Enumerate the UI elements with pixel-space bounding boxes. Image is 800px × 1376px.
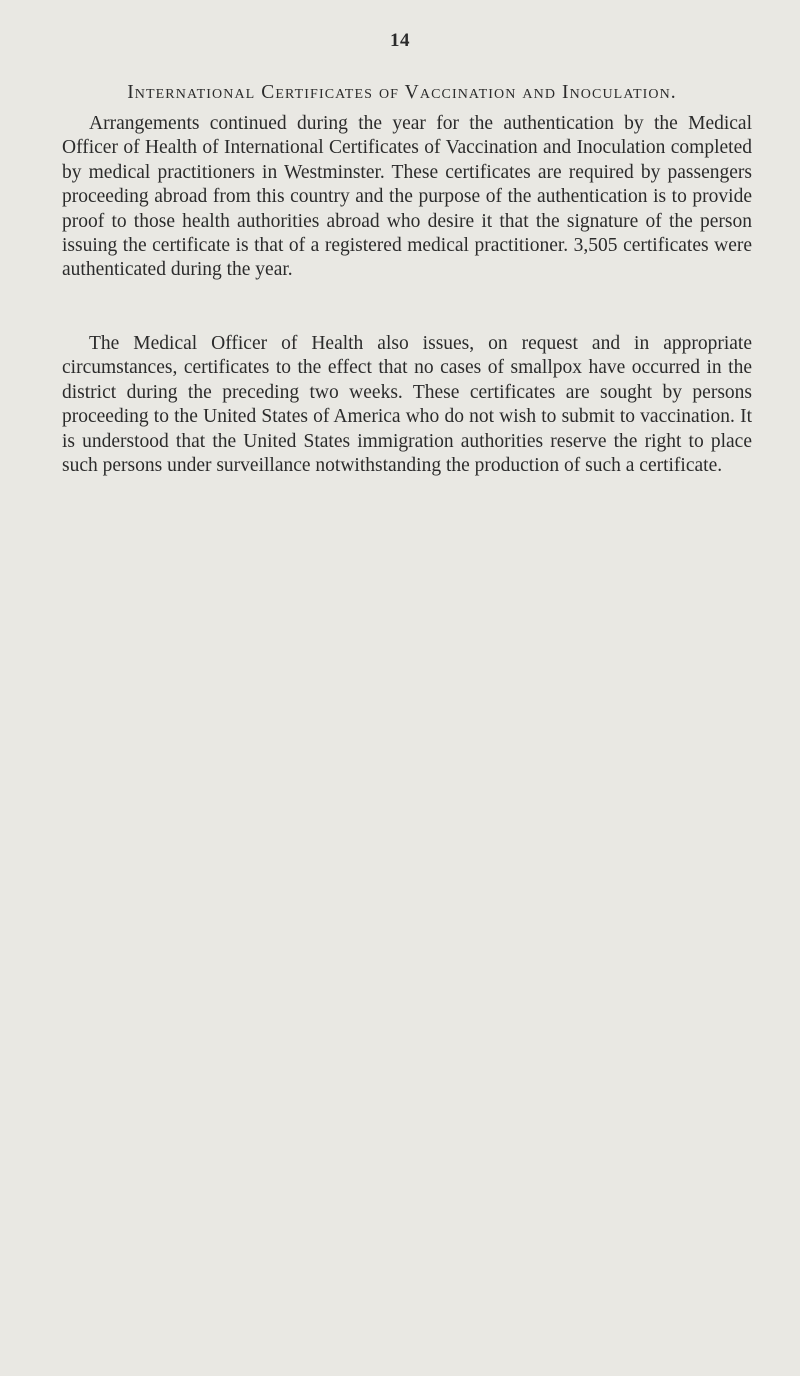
paragraph-text: Arrangements continued during the year for the authentication by the Medical Officer of Health of International Certificates of Vaccination and Inoculation completed by medical practitioners in Westminster. These certificates are required by passengers proceeding abroad from this country and the purpose of the authentication is to provide proof to those health authorities abroad who desire it that the signature of the person issuing the certificate is that of a registered medical practitioner. 3,505 certificates were authenticated during the year. xyxy=(62,113,752,281)
paragraph-smallpox-certificates xyxy=(62,332,752,478)
paragraph-text: The Medical Officer of Health also issues, on request and in appropriate circumstances, certificates to the effect that no cases of smallpox have occurred in the district during the preceding two weeks. These certificates are sought by persons proceeding to the United States of America who do not wish to submit to vaccination. It is understood that the United States immigration authorities reserve the right to place such persons under surveillance notwithstanding the production of such a certificate. xyxy=(62,333,752,477)
paragraph-authentication xyxy=(62,112,752,283)
section-heading: International Certificates of Vaccination and Inoculation. xyxy=(127,82,677,103)
page-number: 14 xyxy=(390,30,410,51)
